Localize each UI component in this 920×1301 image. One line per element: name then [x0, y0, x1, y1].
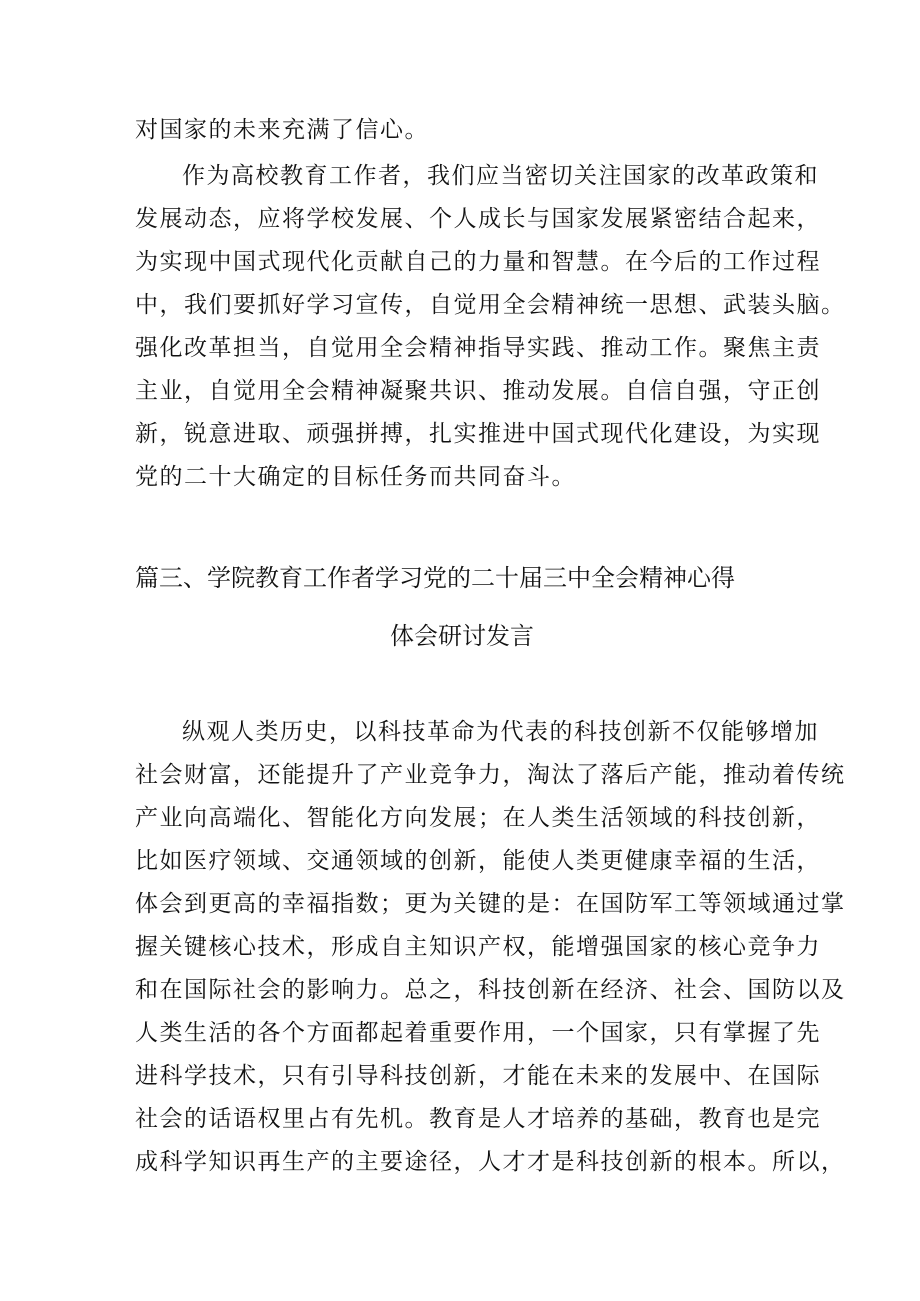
- paragraph-line: 比如医疗领域、交通领域的创新，能使人类更健康幸福的生活，: [135, 848, 821, 874]
- paragraph-line: 产业向高端化、智能化方向发展；在人类生活领域的科技创新，: [135, 805, 821, 831]
- paragraph-line: 发展动态，应将学校发展、个人成长与国家发展紧密结合起来，: [135, 206, 821, 232]
- paragraph-line: 社会财富，还能提升了产业竞争力，淘汰了落后产能，推动着传统: [135, 762, 846, 788]
- paragraph-line: 进科学技术，只有引导科技创新，才能在未来的发展中、在国际: [135, 1063, 821, 1089]
- paragraph-line: 社会的话语权里占有先机。教育是人才培养的基础，教育也是完: [135, 1106, 821, 1132]
- paragraph-line: 对国家的未来充满了信心。: [135, 117, 429, 143]
- paragraph-line: 作为高校教育工作者，我们应当密切关注国家的改革政策和: [182, 163, 819, 189]
- paragraph-line: 主业，自觉用全会精神凝聚共识、推动发展。自信自强，守正创: [135, 378, 821, 404]
- paragraph-line: 中，我们要抓好学习宣传，自觉用全会精神统一思想、武装头脑。: [135, 292, 846, 318]
- paragraph-line: 党的二十大确定的目标任务而共同奋斗。: [135, 464, 576, 490]
- paragraph-line: 和在国际社会的影响力。总之，科技创新在经济、社会、国防以及: [135, 977, 846, 1003]
- paragraph-line: 人类生活的各个方面都起着重要作用，一个国家，只有掌握了先: [135, 1020, 821, 1046]
- paragraph-line: 握关键核心技术，形成自主知识产权，能增强国家的核心竞争力: [135, 934, 821, 960]
- paragraph-line: 纵观人类历史，以科技革命为代表的科技创新不仅能够增加: [182, 719, 819, 745]
- paragraph-line: 体会到更高的幸福指数；更为关键的是：在国防军工等领域通过掌: [135, 891, 846, 917]
- paragraph-line: 为实现中国式现代化贡献自己的力量和智慧。在今后的工作过程: [135, 249, 821, 275]
- paragraph-line: 成科学知识再生产的主要途径，人才才是科技创新的根本。所以，: [135, 1149, 846, 1175]
- section-title-line-2: 体会研讨发言: [390, 622, 534, 650]
- section-title-line-1: 篇三、学院教育工作者学习党的二十届三中全会精神心得: [135, 564, 735, 592]
- paragraph-line: 新，锐意进取、顽强拼搏，扎实推进中国式现代化建设，为实现: [135, 421, 821, 447]
- paragraph-line: 强化改革担当，自觉用全会精神指导实践、推动工作。聚焦主责: [135, 335, 821, 361]
